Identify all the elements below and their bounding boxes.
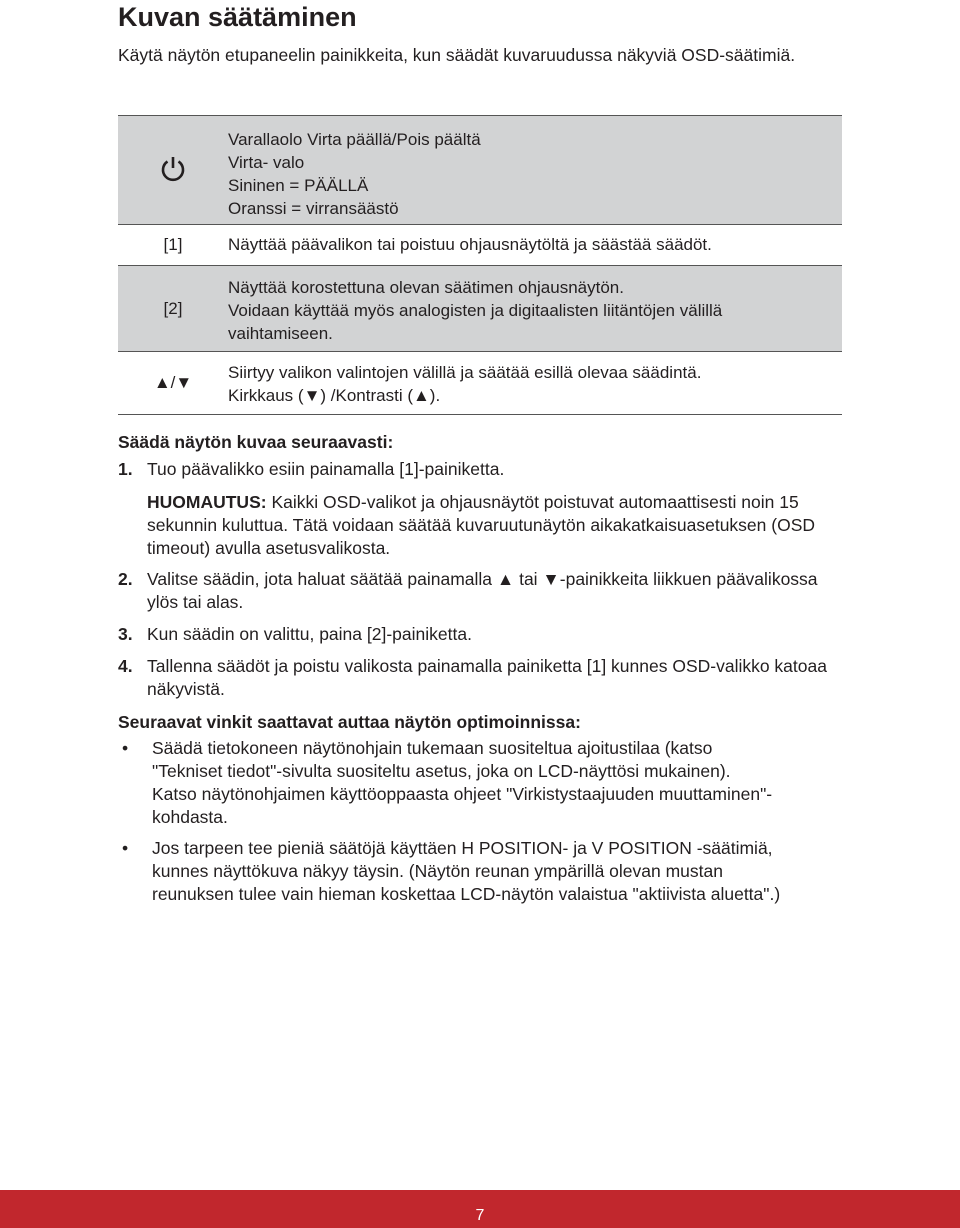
control-row-power [118, 115, 842, 224]
tip-line: reunuksen tulee vain hieman koskettaa LCD-näytön valaistua "aktiivista aluetta".) [152, 884, 781, 904]
bullet: • [122, 838, 129, 858]
page-number: 7 [475, 1207, 485, 1224]
power-key [118, 116, 228, 224]
control-row-arrows [118, 351, 842, 415]
control-key: [2] [163, 298, 183, 318]
power-icon [159, 155, 187, 185]
tip-item [118, 837, 848, 906]
adjust-heading: Säädä näytön kuvaa seuraavasti: [118, 432, 394, 452]
note [147, 491, 848, 560]
step-text: Tuo päävalikko esiin painamalla [1]-painiketta. [147, 459, 505, 479]
control-key: ▲/▼ [153, 373, 193, 392]
tips-list [118, 737, 848, 914]
tip-line: kunnes näyttökuva näkyy täysin. (Näytön reunan ympärillä olevan mustan [152, 861, 723, 881]
tip-item [118, 737, 848, 829]
description-line: vaihtamiseen. [228, 324, 333, 343]
control-description [228, 225, 842, 265]
step-number: 3. [118, 624, 133, 644]
controls-table [118, 115, 842, 415]
page-title: Kuvan säätäminen [118, 2, 357, 32]
step-item [118, 623, 848, 646]
tip-line: Katso näytönohjaimen käyttöoppaasta ohjeet "Virkistystaajuuden muuttaminen"- [152, 784, 773, 804]
step-number: 2. [118, 569, 133, 589]
note-label: HUOMAUTUS: [147, 492, 267, 512]
description-line: Siirtyy valikon valintojen välillä ja säätää esillä olevaa säädintä. [228, 363, 702, 382]
description-line: Näyttää päävalikon tai poistuu ohjausnäytöltä ja säästää säädöt. [228, 235, 712, 254]
tip-text [152, 737, 848, 829]
tip-text [152, 837, 848, 906]
description-line: Näyttää korostettuna olevan säätimen ohjausnäytön. [228, 278, 624, 297]
description-line: Virta- valo [228, 153, 305, 172]
bullet: • [122, 738, 129, 758]
tip-line: Säädä tietokoneen näytönohjain tukemaan suositeltua ajoitustilaa (katso [152, 738, 713, 758]
steps-list [118, 458, 848, 701]
tip-line: kohdasta. [152, 807, 228, 827]
tip-line: Jos tarpeen tee pieniä säätöjä käyttäen H POSITION- ja V POSITION -säätimiä, [152, 838, 773, 858]
control-row-2 [118, 265, 842, 351]
note-text: Kaikki OSD-valikot ja ohjausnäytöt poistuvat automaattisesti noin 15 sekunnin kuluttua. Tätä voidaan säätää kuvaruutunäytön aikakatkaisuasetuksen (OSD timeout) avulla asetusvalikosta. [147, 492, 816, 558]
intro-text: Käytä näytön etupaneelin painikkeita, kun säädät kuvaruudussa näkyviä OSD-säätimiä. [118, 45, 796, 65]
description-line: Voidaan käyttää myös analogisten ja digitaalisten liitäntöjen välillä [228, 301, 723, 320]
step-text: Tallenna säädöt ja poistu valikosta painamalla painiketta [1] kunnes OSD-valikko katoaa näkyvistä. [147, 656, 827, 699]
description-line: Oranssi = virransäästö [228, 199, 399, 218]
control-key: [1] [163, 235, 183, 254]
control-description [228, 116, 842, 224]
control-row-1 [118, 224, 842, 265]
description-line: Kirkkaus (▼) /Kontrasti (▲). [228, 386, 441, 405]
step-text: Valitse säädin, jota haluat säätää painamalla ▲ tai ▼-painikkeita liikkuen päävalikossa ylös tai alas. [147, 569, 818, 612]
tip-line: "Tekniset tiedot"-sivulta suositeltu asetus, joka on LCD-näyttösi mukainen). [152, 761, 731, 781]
step-item [118, 655, 848, 701]
control-description [228, 266, 842, 351]
step-item [118, 458, 848, 481]
description-line: Varallaolo Virta päällä/Pois päältä [228, 130, 481, 149]
step-number: 4. [118, 656, 133, 676]
control-description [228, 352, 842, 414]
tips-heading: Seuraavat vinkit saattavat auttaa näytön optimoinnissa: [118, 712, 581, 732]
description-line: Sininen = PÄÄLLÄ [228, 176, 369, 195]
step-number: 1. [118, 459, 133, 479]
step-text: Kun säädin on valittu, paina [2]-painiketta. [147, 624, 472, 644]
step-item [118, 568, 848, 614]
